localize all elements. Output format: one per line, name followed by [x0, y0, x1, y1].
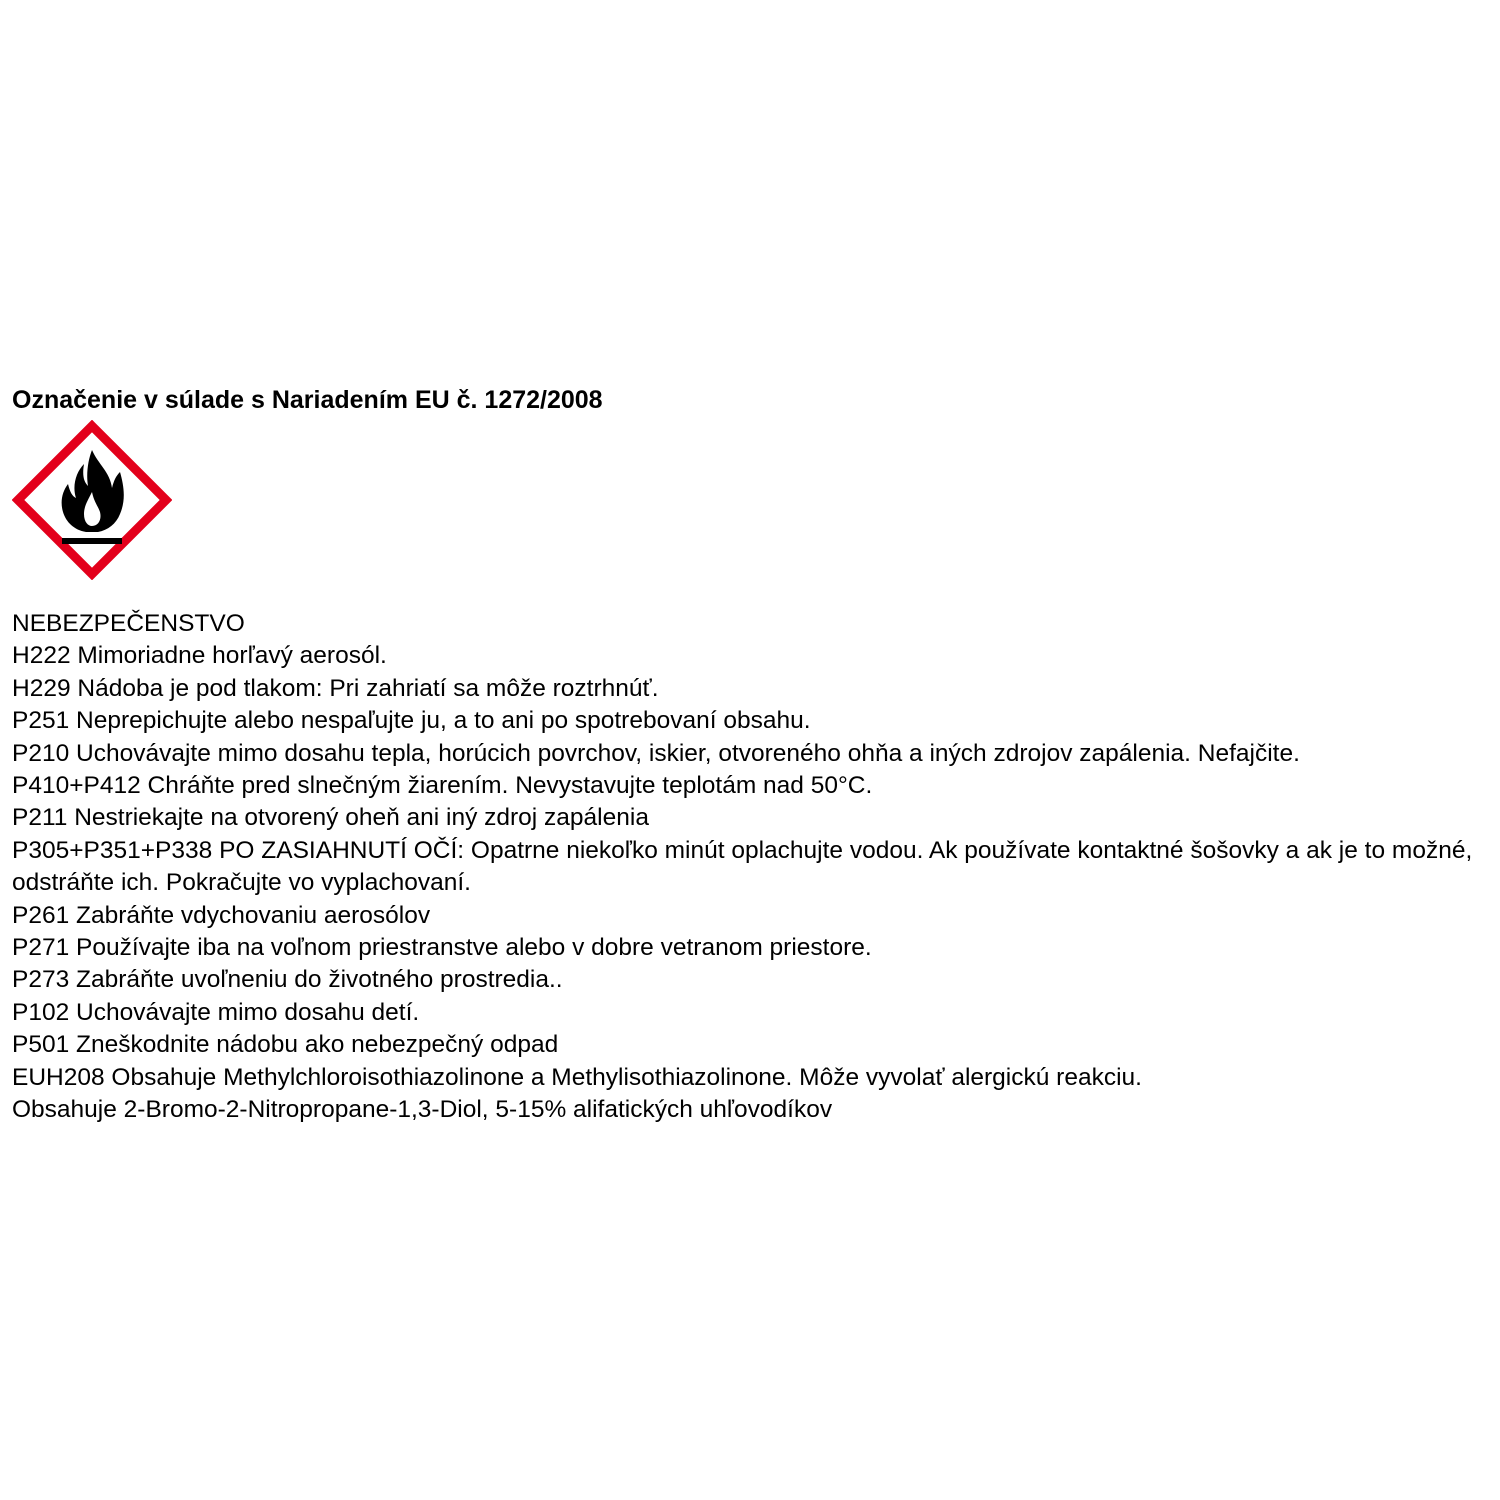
statement-h229: H229 Nádoba je pod tlakom: Pri zahriatí sa môže roztrhnúť. — [12, 674, 659, 702]
statement-euh208: EUH208 Obsahuje Methylchloroisothiazolinone a Methylisothiazolinone. Môže vyvolať alergickú reakciu. — [12, 1063, 1142, 1091]
contains-statement: Obsahuje 2-Bromo-2-Nitropropane-1,3-Diol, 5-15% alifatických uhľovodíkov — [12, 1096, 833, 1124]
statement-p501: P501 Zneškodnite nádobu ako nebezpečný odpad — [12, 1031, 559, 1059]
statement-p261: P261 Zabráňte vdychovaniu aerosólov — [12, 901, 431, 929]
statement-p102: P102 Uchovávajte mimo dosahu detí. — [12, 998, 420, 1026]
statement-p410-p412: P410+P412 Chráňte pred slnečným žiarením. Nevystavujte teplotám nad 50°C. — [12, 772, 873, 800]
signal-word: NEBEZPEČENSTVO — [12, 610, 245, 637]
flame-ghs02-icon — [12, 420, 172, 580]
hazard-statements — [12, 608, 1496, 1127]
hazard-label-section — [12, 384, 1496, 1127]
regulation-heading: Označenie v súlade s Nariadením EU č. 1272/2008 — [12, 386, 603, 414]
statement-p251: P251 Neprepichujte alebo nespaľujte ju, a to ani po spotrebovaní obsahu. — [12, 707, 811, 735]
statement-p305-p351-p338: P305+P351+P338 PO ZASIAHNUTÍ OČÍ: Opatrne niekoľko minút oplachujte vodou. Ak používate kontaktné šošovky a ak je to možné, odstráňte ich. Pokračujte vo vyplachovaní. — [12, 836, 1473, 897]
statement-p211: P211 Nestriekajte na otvorený oheň ani iný zdroj zapálenia — [12, 804, 649, 832]
statement-p210: P210 Uchovávajte mimo dosahu tepla, horúcich povrchov, iskier, otvoreného ohňa a iných zdrojov zapálenia. Nefajčite. — [12, 739, 1300, 767]
statement-p271: P271 Používajte iba na voľnom priestranstve alebo v dobre vetranom priestore. — [12, 934, 872, 962]
statement-h222: H222 Mimoriadne horľavý aerosól. — [12, 642, 387, 670]
statement-p273: P273 Zabráňte uvoľneniu do životného prostredia.. — [12, 966, 563, 994]
